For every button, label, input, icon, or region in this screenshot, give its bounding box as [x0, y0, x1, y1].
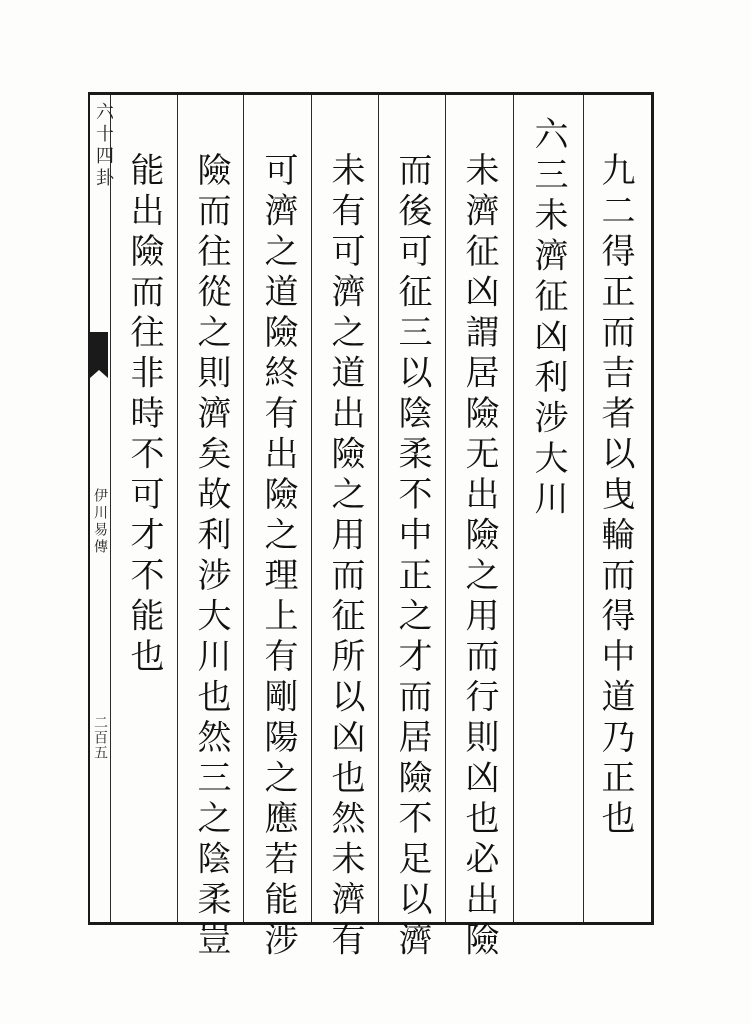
text-column: 六三未濟征凶利涉大川: [528, 116, 568, 521]
text-column: 未有可濟之道出險之用而征所以凶也然未濟有: [325, 152, 365, 962]
column-rule: [445, 95, 446, 922]
text-column: 險而往從之則濟矣故利涉大川也然三之陰柔豈: [191, 152, 231, 962]
text-column: 未濟征凶謂居險无出險之用而行則凶也必出險: [459, 152, 499, 962]
text-column: 而後可征三以陰柔不中正之才而居險不足以濟: [392, 152, 432, 962]
frame-bottom-border: [88, 922, 654, 925]
margin-book-title: 伊川易傳: [92, 488, 108, 556]
column-rule: [583, 95, 584, 922]
column-rule: [311, 95, 312, 922]
text-column: 能出險而往非時不可才不能也: [124, 152, 164, 679]
column-rule: [110, 95, 111, 922]
text-column: 可濟之道險終有出險之理上有剛陽之應若能涉: [258, 152, 298, 962]
column-rule: [378, 95, 379, 922]
column-rule: [177, 95, 178, 922]
margin-title: 六十四卦: [93, 102, 114, 190]
frame-top-border: [88, 92, 654, 95]
folio-number: 二百五: [92, 715, 108, 760]
text-column: 九二得正而吉者以曳輪而得中道乃正也: [595, 152, 635, 841]
column-rule: [513, 95, 514, 922]
frame-right-border: [651, 92, 654, 925]
column-rule: [243, 95, 244, 922]
fishtail-mark: [90, 332, 108, 370]
